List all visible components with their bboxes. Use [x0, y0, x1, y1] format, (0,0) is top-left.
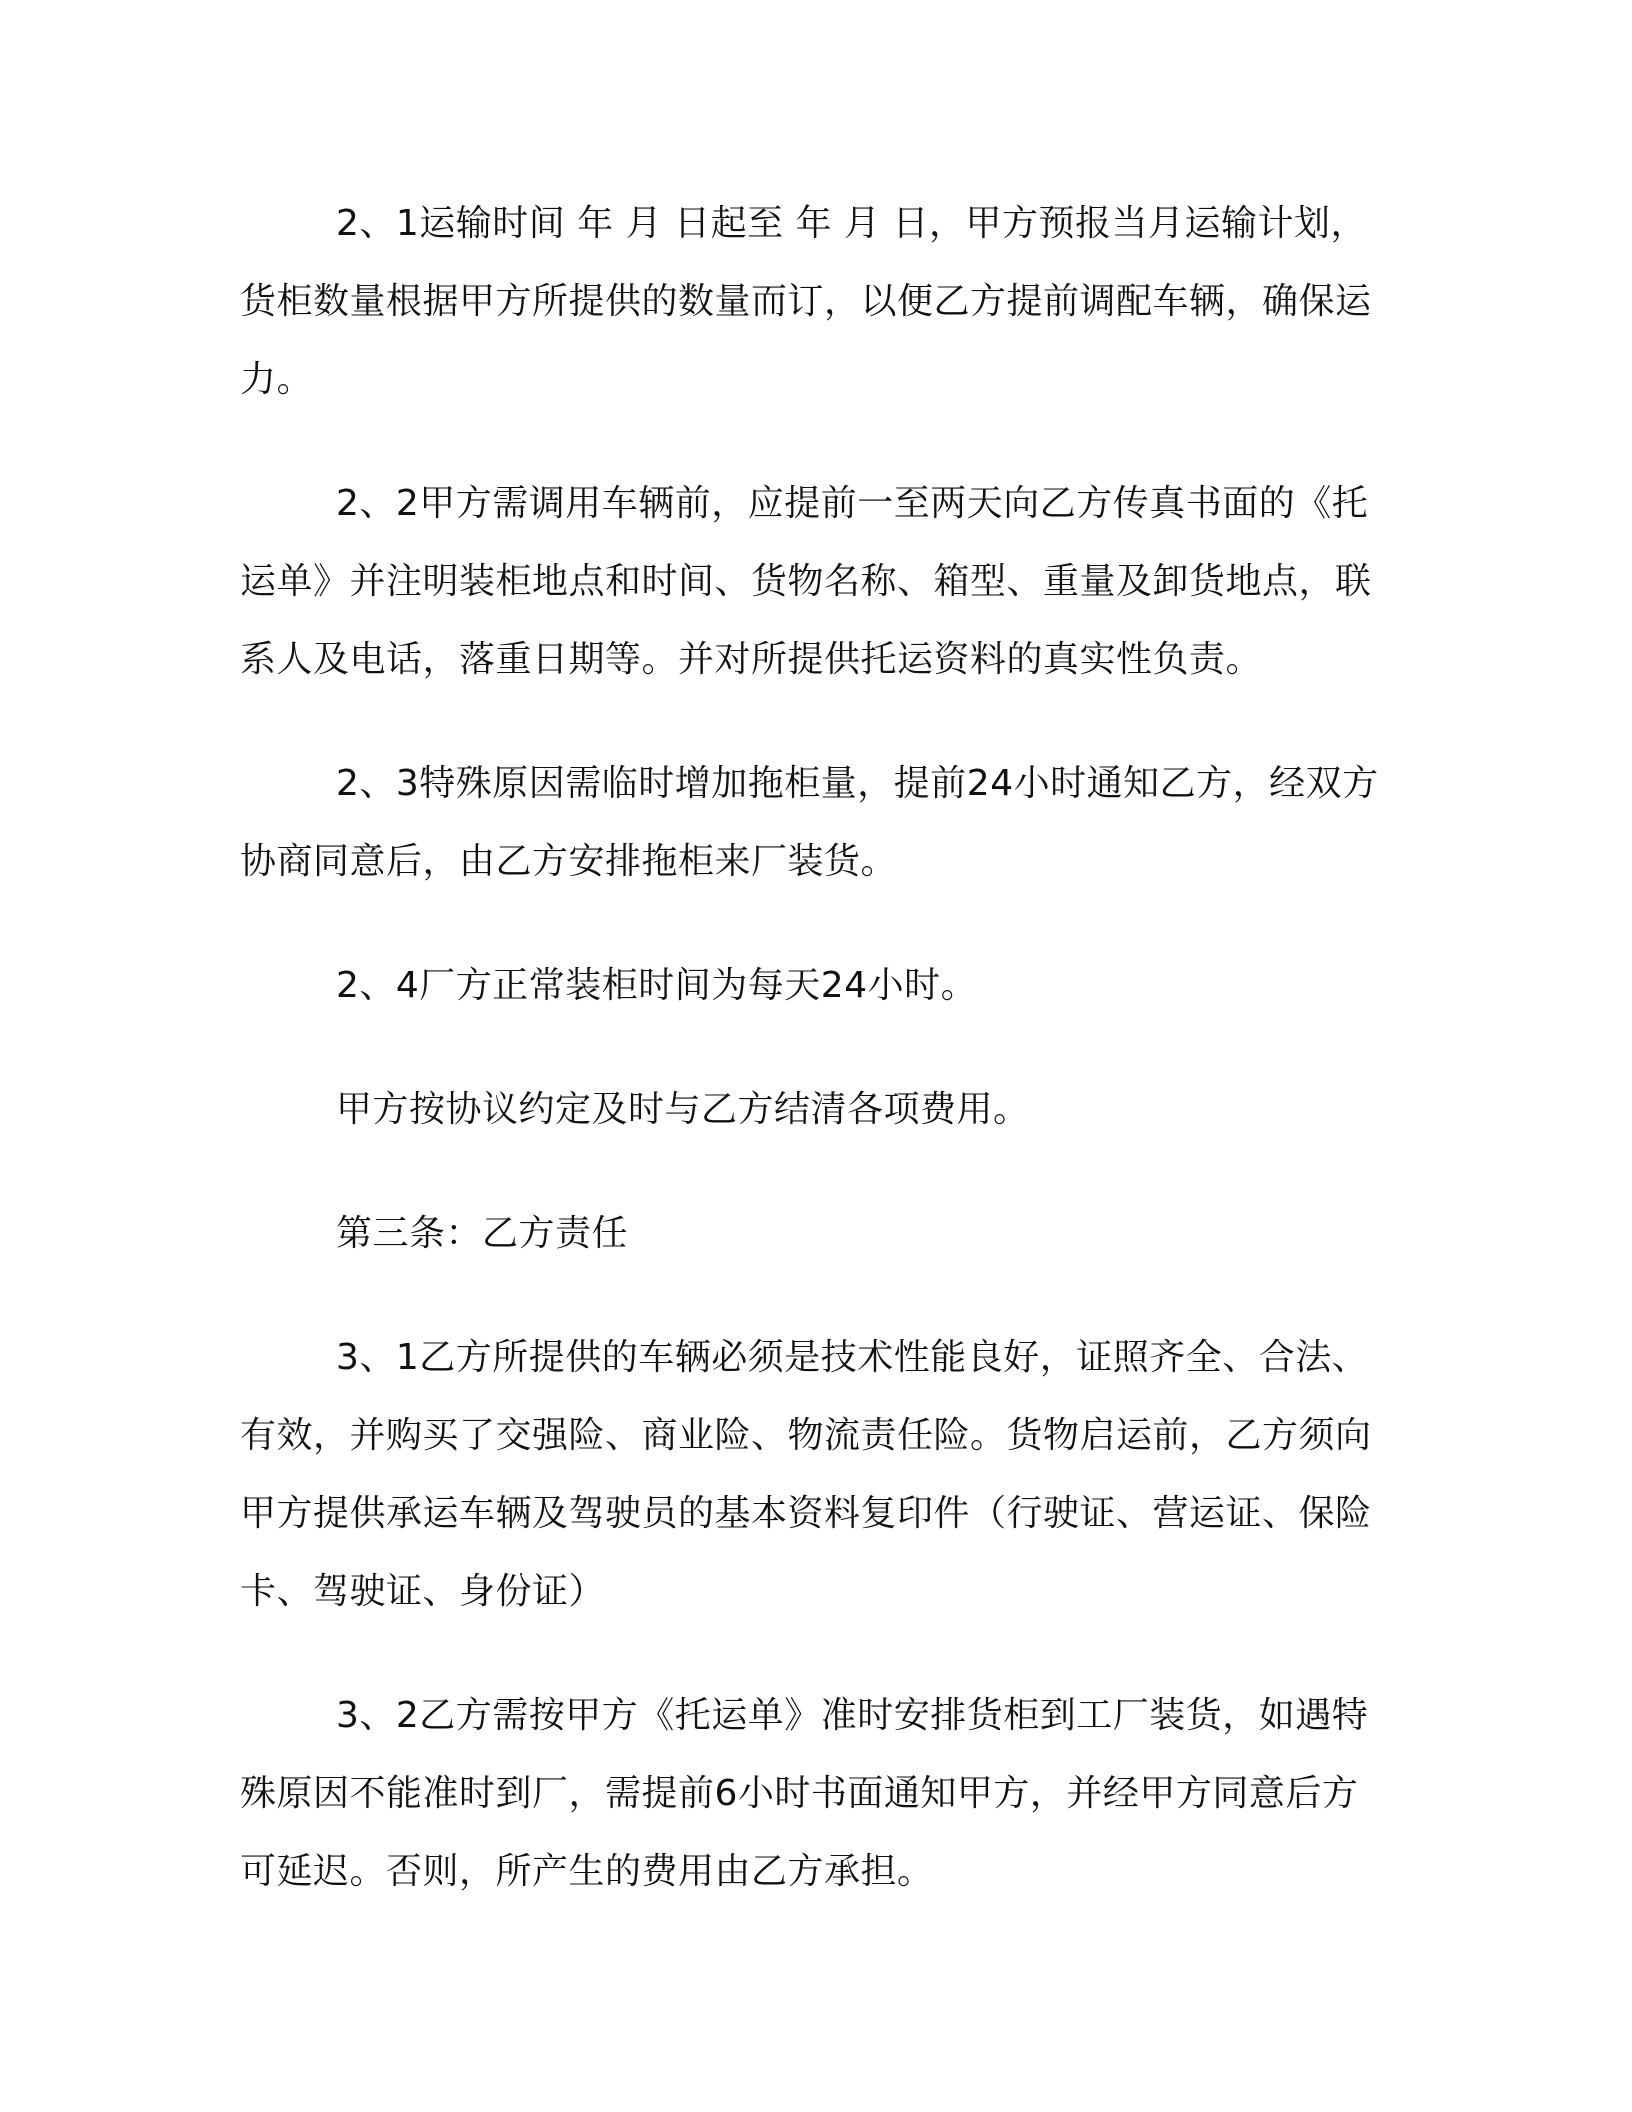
paragraph-2-1: 2、1运输时间 年 月 日起至 年 月 日，甲方预报当月运输计划，货柜数量根据甲方所提供的数量而订，以便乙方提前调配车辆，确保运力。 — [240, 203, 1372, 400]
paragraph-2-3: 2、3特殊原因需临时增加拖柜量，提前24小时通知乙方，经双方协商同意后，由乙方安排拖柜来厂装货。 — [240, 763, 1379, 882]
paragraph-3-1: 3、1乙方所提供的车辆必须是技术性能良好，证照齐全、合法、有效，并购买了交强险、商业险、物流责任险。货物启运前，乙方须向甲方提供承运车辆及驾驶员的基本资料复印件（行驶证、营运证、保险卡、驾驶证、身份证） — [240, 1337, 1372, 1612]
paragraph-2-2: 2、2甲方需调用车辆前，应提前一至两天向乙方传真书面的《托运单》并注明装柜地点和时间、货物名称、箱型、重量及卸货地点，联系人及电话，落重日期等。并对所提供托运资料的真实性负责。 — [240, 483, 1372, 680]
document-body — [240, 185, 1390, 1911]
paragraph-2-4: 2、4厂方正常装柜时间为每天24小时。 — [336, 965, 978, 1006]
paragraph-payment: 甲方按协议约定及时与乙方结清各项费用。 — [336, 1089, 1030, 1130]
paragraph-3-2: 3、2乙方需按甲方《托运单》准时安排货柜到工厂装货，如遇特殊原因不能准时到厂，需提前6小时书面通知甲方，并经甲方同意后方可延迟。否则，所产生的费用由乙方承担。 — [240, 1695, 1369, 1892]
section-heading-article-3: 第三条：乙方责任 — [336, 1213, 629, 1254]
